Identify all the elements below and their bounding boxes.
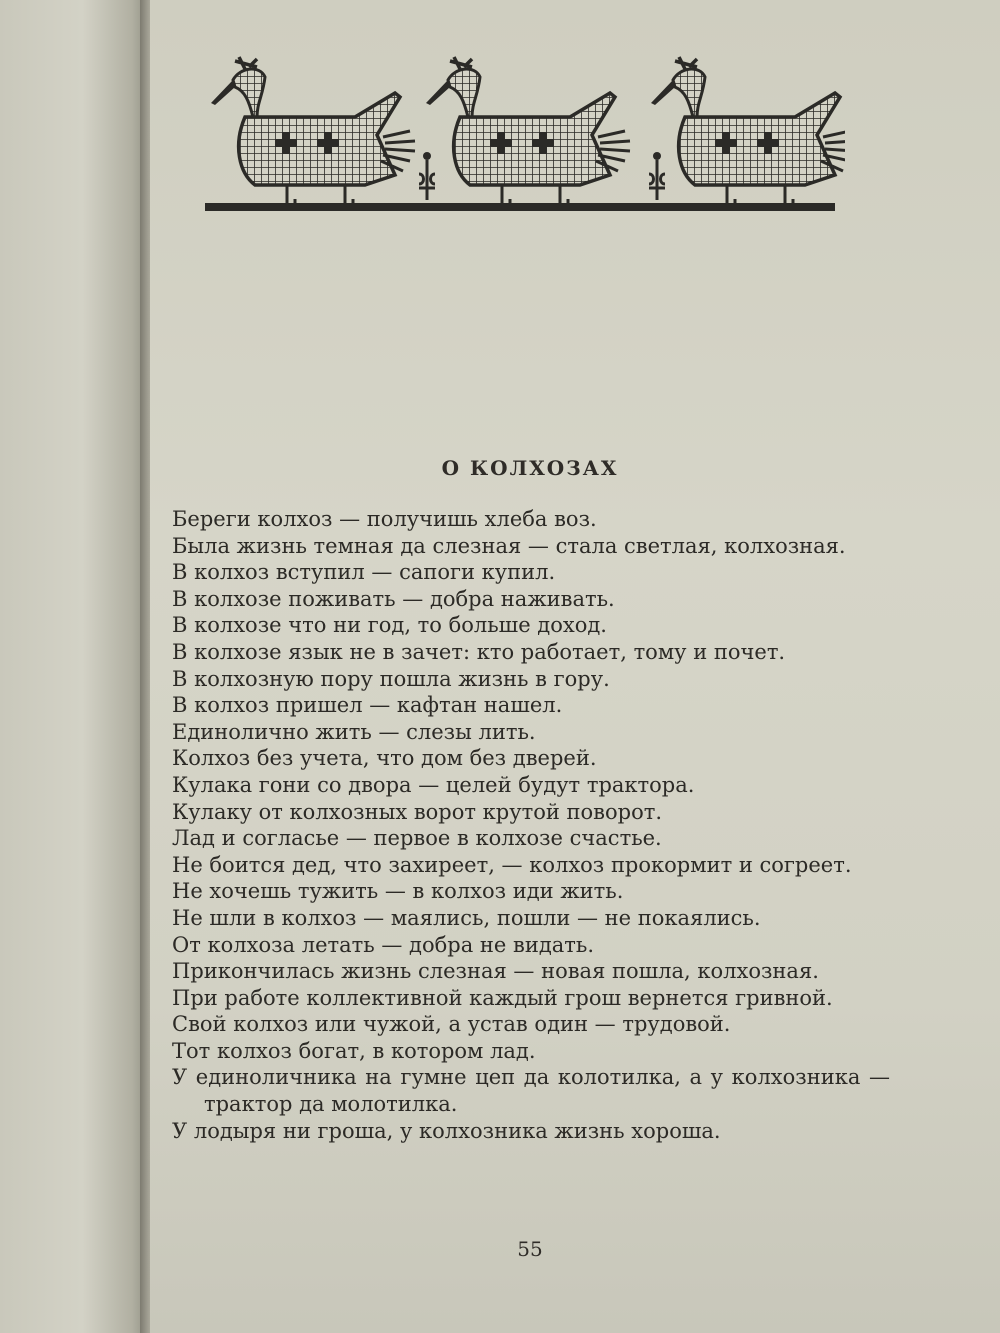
proverb-item: Не боится дед, что захиреет, — колхоз прокормит и согреет.	[172, 852, 852, 877]
book-page	[150, 0, 1000, 1333]
proverb-item: Тот колхоз богат, в котором лад.	[172, 1038, 536, 1063]
proverb-item: В колхоз вступил — сапоги купил.	[172, 560, 556, 585]
proverb-item: В колхозе поживать — добра наживать.	[172, 586, 615, 611]
proverb-item: При работе коллективной каждый грош вернется гривной.	[172, 985, 833, 1010]
proverb-list	[172, 506, 890, 1144]
proverb-item: В колхозе что ни год, то больше доход.	[172, 613, 607, 638]
left-page-edge	[0, 0, 150, 1333]
proverb-item: У лодыря ни гроша, у колхозника жизнь хороша.	[172, 1118, 721, 1143]
embroidered-birds-ornament-icon	[205, 55, 845, 220]
proverb-item: Береги колхоз — получишь хлеба воз.	[172, 507, 597, 531]
proverb-item: У единоличника на гумне цеп да колотилка, а у колхозника — трактор да молотилка.	[172, 1065, 890, 1117]
proverb-item: В колхоз пришел — кафтан нашел.	[172, 693, 563, 718]
proverb-item: Прикончилась жизнь слезная — новая пошла, колхозная.	[172, 959, 819, 984]
proverb-item: Колхоз без учета, что дом без дверей.	[172, 746, 597, 771]
proverb-item: Не хочешь тужить — в колхоз иди жить.	[172, 879, 624, 904]
page-number: 55	[517, 1237, 543, 1261]
proverb-item: Кулаку от колхозных ворот крутой поворот.	[172, 799, 663, 824]
proverb-item: От колхоза летать — добра не видать.	[172, 932, 595, 957]
proverb-item: Не шли в колхоз — маялись, пошли — не покаялись.	[172, 905, 761, 930]
proverb-item: Единолично жить — слезы лить.	[172, 719, 536, 744]
proverb-item: Была жизнь темная да слезная — стала светлая, колхозная.	[172, 533, 846, 558]
proverb-item: Свой колхоз или чужой, а устав один — трудовой.	[172, 1012, 731, 1037]
proverb-item: Кулака гони со двора — целей будут трактора.	[172, 772, 695, 797]
page-title: О КОЛХОЗАХ	[441, 456, 619, 480]
proverb-item: В колхозе язык не в зачет: кто работает, тому и почет.	[172, 639, 786, 664]
proverb-item: Лад и согласье — первое в колхозе счастье.	[172, 826, 662, 851]
proverb-item: В колхозную пору пошла жизнь в гору.	[172, 666, 610, 691]
